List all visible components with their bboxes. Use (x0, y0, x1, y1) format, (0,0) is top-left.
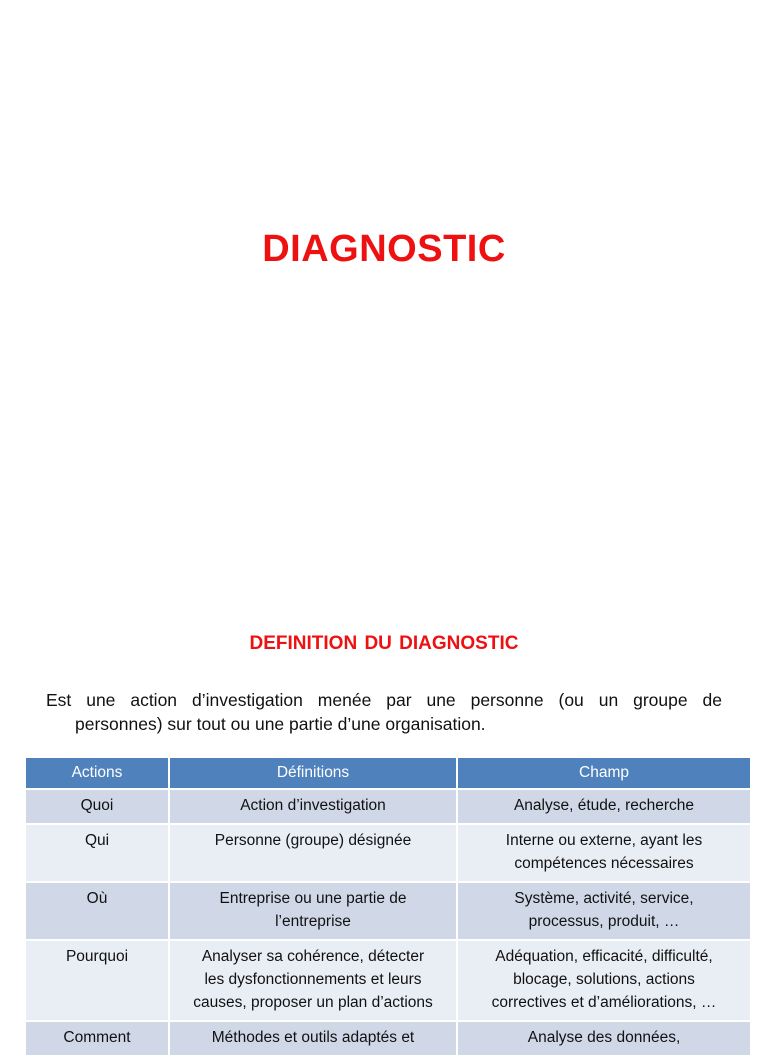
cell-definition (169, 824, 457, 882)
table-row (25, 789, 751, 824)
header-actions: Actions (25, 757, 169, 789)
cell-line: Adéquation, efficacité, difficulté, (495, 948, 713, 965)
cell-action: Comment (25, 1021, 169, 1056)
cell-line: Analyser sa cohérence, détecter (201, 948, 425, 965)
cell-line: Entreprise ou une partie de (219, 890, 407, 907)
cell-line: les dysfonctionnements et leurs (204, 971, 422, 988)
table-row (25, 824, 751, 882)
cell-champ (457, 940, 751, 1021)
cell-line: Méthodes et outils adaptés et (211, 1029, 415, 1046)
definition-title: DEFINITION DU DIAGNOSTIC (249, 633, 519, 654)
cell-line: causes, proposer un plan d’actions (193, 994, 433, 1011)
cell-line: correctives et d’améliorations, … (491, 994, 717, 1011)
cell-definition (169, 789, 457, 824)
cell-champ (457, 1021, 751, 1056)
cell-champ (457, 882, 751, 940)
cell-line: l’entreprise (275, 913, 351, 930)
cell-action: Pourquoi (25, 940, 169, 1021)
header-definitions: Définitions (169, 757, 457, 789)
cell-line: Interne ou externe, ayant les (505, 832, 703, 849)
definition-table (24, 756, 752, 1057)
slide-definition (0, 576, 768, 1046)
cell-definition (169, 882, 457, 940)
cell-line: Analyse des données, (527, 1029, 681, 1046)
cell-line: compétences nécessaires (514, 855, 694, 872)
cell-action: Qui (25, 824, 169, 882)
cell-line: Personne (groupe) désignée (214, 832, 412, 849)
intro-line-2: personnes) sur tout ou une partie d’une organisation. (75, 714, 486, 734)
header-champ: Champ (457, 757, 751, 789)
cell-definition (169, 940, 457, 1021)
cell-line: Analyse, étude, recherche (513, 797, 695, 814)
cell-champ (457, 789, 751, 824)
cell-line: Action d’investigation (240, 797, 386, 814)
table-row (25, 882, 751, 940)
cell-line: Système, activité, service, (514, 890, 694, 907)
cell-champ (457, 824, 751, 882)
cell-definition (169, 1021, 457, 1056)
intro-paragraph (46, 688, 722, 736)
main-title: DIAGNOSTIC (262, 228, 506, 270)
table-header-row (25, 757, 751, 789)
intro-line-1: Est une action d’investigation menée par une personne (ou un groupe de (46, 690, 722, 710)
table-row (25, 940, 751, 1021)
cell-action: Quoi (25, 789, 169, 824)
cell-line: processus, produit, … (528, 913, 680, 930)
cell-action: Où (25, 882, 169, 940)
table-row (25, 1021, 751, 1056)
cell-line: blocage, solutions, actions (513, 971, 695, 988)
